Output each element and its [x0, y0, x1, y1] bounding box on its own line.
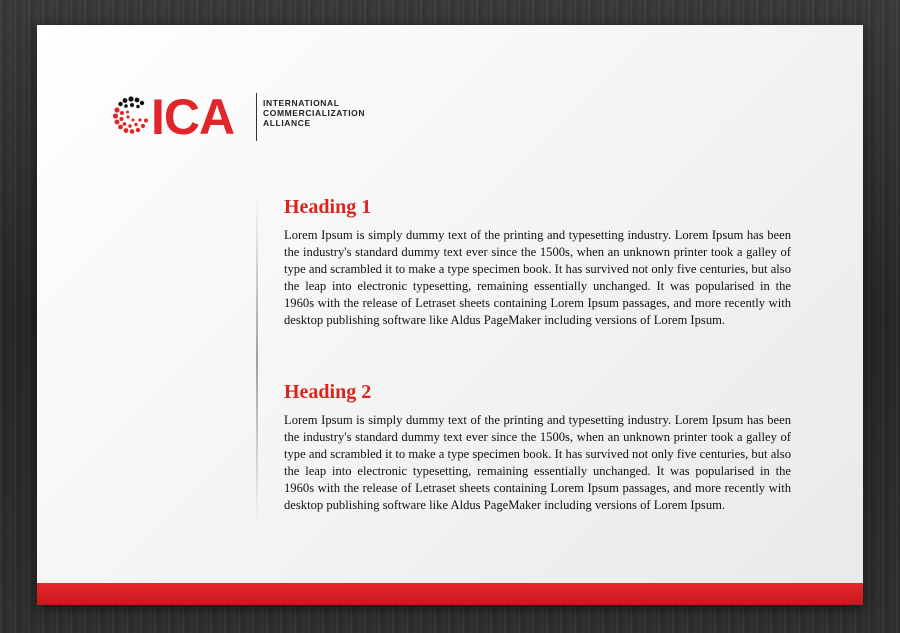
- logo-tagline-line: INTERNATIONAL: [263, 98, 340, 108]
- footer-bar: [37, 583, 863, 605]
- logo-divider: [256, 93, 257, 141]
- letterhead-page: [37, 25, 863, 605]
- swirl-dots-icon: [109, 93, 153, 137]
- logo-tagline-line: COMMERCIALIZATION: [263, 108, 366, 118]
- section-heading: Heading 2: [284, 381, 372, 403]
- logo-tagline: [263, 98, 365, 128]
- section-body: Lorem Ipsum is simply dummy text of the printing and typesetting industry. Lorem Ipsum has been the industry's standard dummy text ever since the 1500s, when an unknown printer took a galley of type and scrambled it to make a type specimen book. It has survived not only five centuries, but also the leap into electronic typesetting, remaining essentially unchanged. It was popularised in the 1960s with the release of Letraset sheets containing Lorem Ipsum passages, and more recently with desktop publishing software like Aldus PageMaker including versions of Lorem Ipsum.: [284, 413, 791, 512]
- section-2: [284, 380, 791, 514]
- section-body: Lorem Ipsum is simply dummy text of the printing and typesetting industry. Lorem Ipsum has been the industry's standard dummy text ever since the 1500s, when an unknown printer took a galley of type and scrambled it to make a type specimen book. It has survived not only five centuries, but also the leap into electronic typesetting, remaining essentially unchanged. It was popularised in the 1960s with the release of Letraset sheets containing Lorem Ipsum passages, and more recently with desktop publishing software like Aldus PageMaker including versions of Lorem Ipsum.: [284, 228, 791, 327]
- logo-tagline-line: ALLIANCE: [263, 118, 311, 128]
- section-1: [284, 195, 791, 329]
- vertical-divider: [256, 195, 258, 525]
- section-heading: Heading 1: [284, 196, 372, 218]
- ica-logo: [109, 89, 369, 145]
- logo-wordmark: ICA: [151, 89, 235, 145]
